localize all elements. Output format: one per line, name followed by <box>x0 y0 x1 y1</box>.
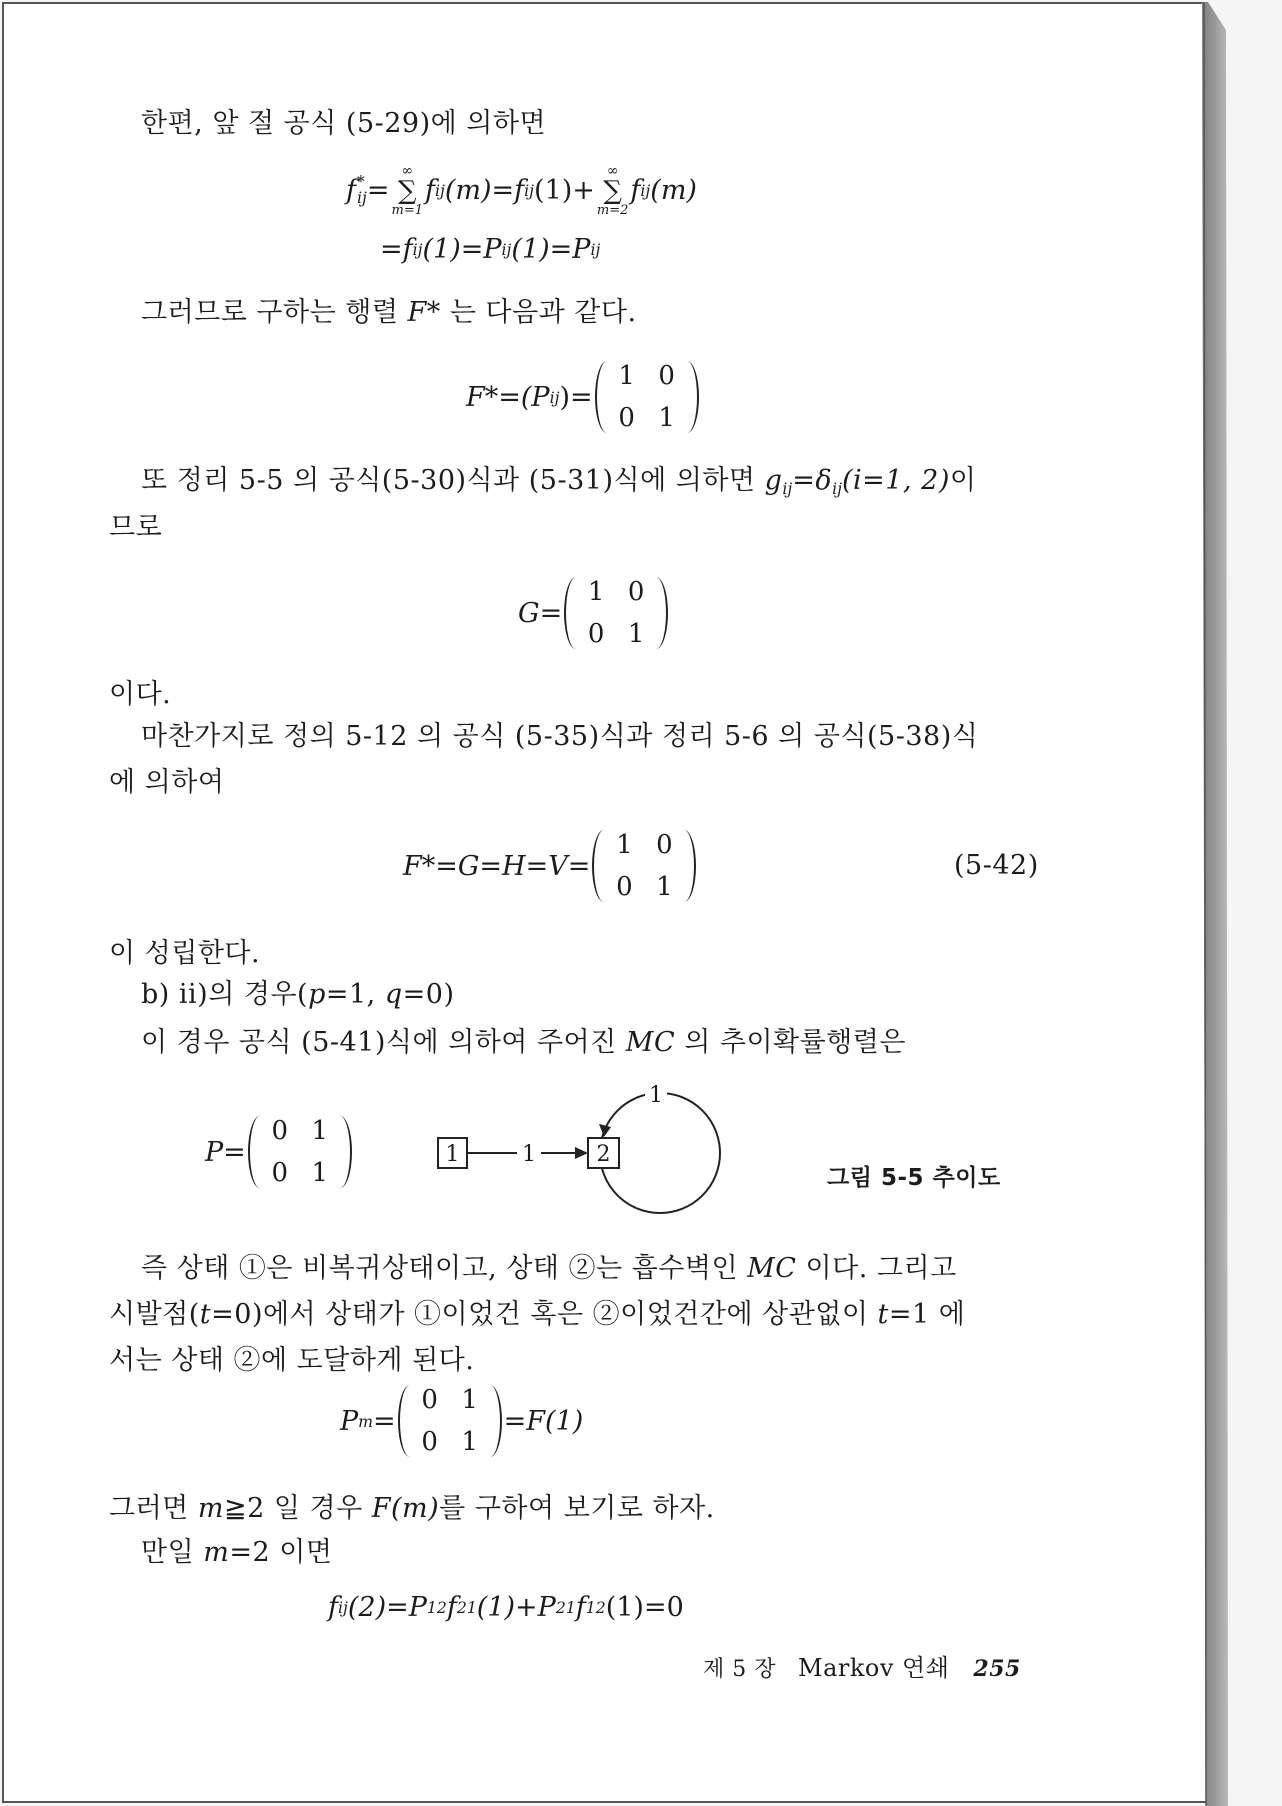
subscript: ij <box>524 180 535 200</box>
equation-number: (5-42) <box>954 850 1039 881</box>
text-run: 를 구하여 보기로 하자. <box>439 1493 715 1524</box>
paragraph-line: 서는 상태 ②에 도달하게 된다. <box>109 1345 475 1376</box>
summation-symbol: ∑ <box>603 175 622 206</box>
summation-upper: ∞ <box>401 162 414 179</box>
matrix-cell: 1 <box>618 361 635 391</box>
math-inline: =δ <box>792 465 833 496</box>
text-run: 그러므로 구하는 행렬 <box>141 297 408 328</box>
transition-diagram <box>0 1070 1200 1230</box>
sup-sub-stack <box>357 171 367 207</box>
right-paren <box>687 361 699 433</box>
matrix-cell: 0 <box>271 1116 289 1146</box>
subscript: ij <box>590 239 601 259</box>
equation-f-star <box>346 158 697 222</box>
math-term: (1)+P <box>476 1591 556 1623</box>
paragraph-line <box>141 296 637 330</box>
left-paren <box>398 1385 410 1457</box>
matrix-cell: 0 <box>616 872 633 902</box>
loop-label: 1 <box>649 1083 663 1108</box>
matrix-grid <box>410 1383 490 1459</box>
text-run: 는 다음과 같다. <box>440 297 637 328</box>
paragraph-line: 이다. <box>109 679 172 710</box>
text-run: 만일 <box>141 1537 204 1568</box>
paragraph-line <box>141 1536 332 1570</box>
summation <box>597 164 629 217</box>
text-run: 또 정리 5-5 의 공식(5-30)식과 (5-31)식에 의하면 <box>141 465 765 496</box>
math-term: f <box>346 174 356 206</box>
paragraph-line: 이 성립한다. <box>109 938 261 969</box>
text-run: =1, <box>325 979 385 1010</box>
math-term: f <box>328 1591 338 1623</box>
math-inline: m <box>197 1493 224 1524</box>
text-run: =0)에서 상태가 ①이었건 혹은 ②이었건간에 상관없이 <box>211 1299 878 1330</box>
subscript: ij <box>549 387 560 407</box>
figure-caption: 그림 5-5 추이도 <box>827 1165 1001 1191</box>
paragraph-line <box>109 1492 715 1526</box>
superscript: m <box>358 1411 374 1431</box>
text-run: 이 경우 공식 (5-41)식에 의하여 주어진 <box>141 1027 626 1058</box>
math-term: (2)=P <box>347 1591 427 1623</box>
equation-f-star-matrix <box>466 357 701 437</box>
math-inline: m <box>203 1537 230 1568</box>
matrix-cell: 1 <box>656 872 673 902</box>
text-run: 즉 상태 ①은 비복귀상태이고, 상태 ②는 흡수벽인 <box>141 1253 748 1284</box>
matrix-cell: 1 <box>587 577 605 607</box>
page-number: 255 <box>973 1656 1021 1682</box>
math-term: (1)=P <box>511 233 591 265</box>
matrix-cell: 1 <box>627 619 645 649</box>
edge-label: 1 <box>522 1142 536 1167</box>
equation-continuation <box>380 232 600 266</box>
subscript: 21 <box>555 1597 576 1617</box>
subscript: ij <box>412 239 423 259</box>
matrix-cell: 0 <box>421 1385 438 1415</box>
math-term: =F(1) <box>503 1405 584 1437</box>
matrix-cell: 1 <box>461 1427 478 1457</box>
math-term: (1)=P <box>422 233 502 265</box>
summation-upper: ∞ <box>606 162 619 179</box>
equation-g-matrix <box>518 573 670 653</box>
matrix <box>398 1383 502 1459</box>
math-term: (1)+ <box>534 174 595 206</box>
text-run: ≧2 일 경우 <box>223 1493 372 1524</box>
matrix-cell: 0 <box>587 619 605 649</box>
paragraph-line: 에 의하여 <box>109 767 225 798</box>
math-term: G= <box>518 597 563 629</box>
matrix-cell: 1 <box>311 1116 329 1146</box>
matrix-cell: 0 <box>656 830 673 860</box>
math-inline: p <box>308 979 326 1010</box>
subscript: 21 <box>456 1597 477 1617</box>
matrix-grid <box>607 359 687 435</box>
math-term: (1)=0 <box>605 1591 684 1623</box>
matrix-cell: 0 <box>618 403 635 433</box>
text-run: 의 추이확률행렬은 <box>675 1027 906 1058</box>
math-term: (m) <box>650 174 697 206</box>
math-term: f <box>575 1591 586 1623</box>
matrix <box>592 828 696 904</box>
subscript: ij <box>501 239 512 259</box>
text-run: 이다. 그리고 <box>796 1253 957 1284</box>
math-inline: F* <box>407 297 441 328</box>
paragraph-line: 한편, 앞 절 공식 (5-29)에 의하면 <box>141 108 547 139</box>
text-run: =1 에 <box>888 1299 966 1330</box>
math-inline: MC <box>625 1027 676 1058</box>
math-term: =f <box>491 174 525 206</box>
math-term: P= <box>205 1136 246 1168</box>
paragraph-line: 므로 <box>109 512 163 543</box>
matrix-cell: 0 <box>421 1427 438 1457</box>
text-run: b) ii)의 경우( <box>141 979 309 1010</box>
summation-lower: m=1 <box>391 202 423 218</box>
text-run: =2 이면 <box>229 1537 333 1568</box>
equation-p-power-m <box>340 1381 583 1461</box>
subscript: 12 <box>426 1597 447 1617</box>
state-node-2-label: 2 <box>596 1142 611 1167</box>
equation-5-42 <box>403 826 698 906</box>
math-term: P <box>340 1405 359 1437</box>
math-inline: (i=1, 2) <box>842 465 950 496</box>
loop-arrowhead <box>599 1124 611 1137</box>
matrix-grid <box>604 828 684 904</box>
chapter-title: Markov 연쇄 <box>798 1654 950 1682</box>
math-inline: q <box>384 979 403 1010</box>
math-inline: MC <box>747 1253 797 1284</box>
equation-f-ij-2 <box>328 1590 684 1624</box>
matrix-cell: 0 <box>271 1158 289 1188</box>
state-node-1-label: 1 <box>445 1142 460 1167</box>
left-paren <box>595 361 607 433</box>
math-term: (m) <box>444 174 492 206</box>
math-term: )= <box>559 381 593 413</box>
superscript: * <box>357 171 365 191</box>
right-paren <box>490 1385 502 1457</box>
paragraph-line <box>141 464 976 506</box>
math-inline: F(m) <box>371 1493 440 1524</box>
matrix <box>595 359 699 435</box>
matrix-grid <box>576 575 656 651</box>
math-term: f <box>425 174 435 206</box>
math-term: =f <box>380 233 413 265</box>
equals-sign: = <box>373 1405 396 1437</box>
text-run: =0) <box>402 979 455 1010</box>
subscript: ij <box>357 188 367 207</box>
text-run: 그러면 <box>109 1493 198 1524</box>
matrix-cell: 0 <box>658 361 675 391</box>
right-paren <box>684 830 696 902</box>
paragraph-line: 마찬가지로 정의 5-12 의 공식 (5-35)식과 정리 5-6 의 공식(5-38)식 <box>141 721 979 752</box>
text-run: 이 <box>949 465 977 496</box>
paragraph-line <box>141 1252 957 1286</box>
summation <box>392 164 424 217</box>
left-paren <box>592 830 604 902</box>
subscript: ij <box>338 1597 348 1617</box>
math-inline: t <box>877 1299 889 1330</box>
text-run: 시발점( <box>109 1299 200 1330</box>
math-term: F*=(P <box>466 381 550 413</box>
matrix <box>564 575 668 651</box>
matrix-cell: 1 <box>658 403 675 433</box>
subscript: ij <box>640 180 651 200</box>
subscript: ij <box>832 479 843 498</box>
summation-lower: m=2 <box>596 202 629 218</box>
equals-sign: = <box>366 174 390 206</box>
page-footer <box>703 1651 1021 1687</box>
paragraph-line <box>109 1298 965 1332</box>
math-inline: g <box>764 465 783 496</box>
paragraph-line <box>141 978 454 1012</box>
matrix-cell: 0 <box>627 577 645 607</box>
matrix-cell: 1 <box>461 1385 478 1415</box>
chapter-label: 제 5 장 <box>703 1657 776 1682</box>
summation-symbol: ∑ <box>397 175 417 206</box>
math-term: f <box>446 1591 457 1623</box>
subscript: ij <box>782 479 793 498</box>
math-term: F*=G=H=V= <box>403 850 591 882</box>
left-paren <box>564 577 576 649</box>
matrix-cell: 1 <box>616 830 633 860</box>
math-term: f <box>630 174 641 206</box>
paragraph-line <box>141 1026 906 1060</box>
math-inline: t <box>199 1299 212 1330</box>
subscript: ij <box>435 180 445 200</box>
right-paren <box>656 577 668 649</box>
edge-arrowhead <box>575 1147 588 1159</box>
matrix-cell: 1 <box>311 1158 329 1188</box>
subscript: 12 <box>585 1597 606 1617</box>
